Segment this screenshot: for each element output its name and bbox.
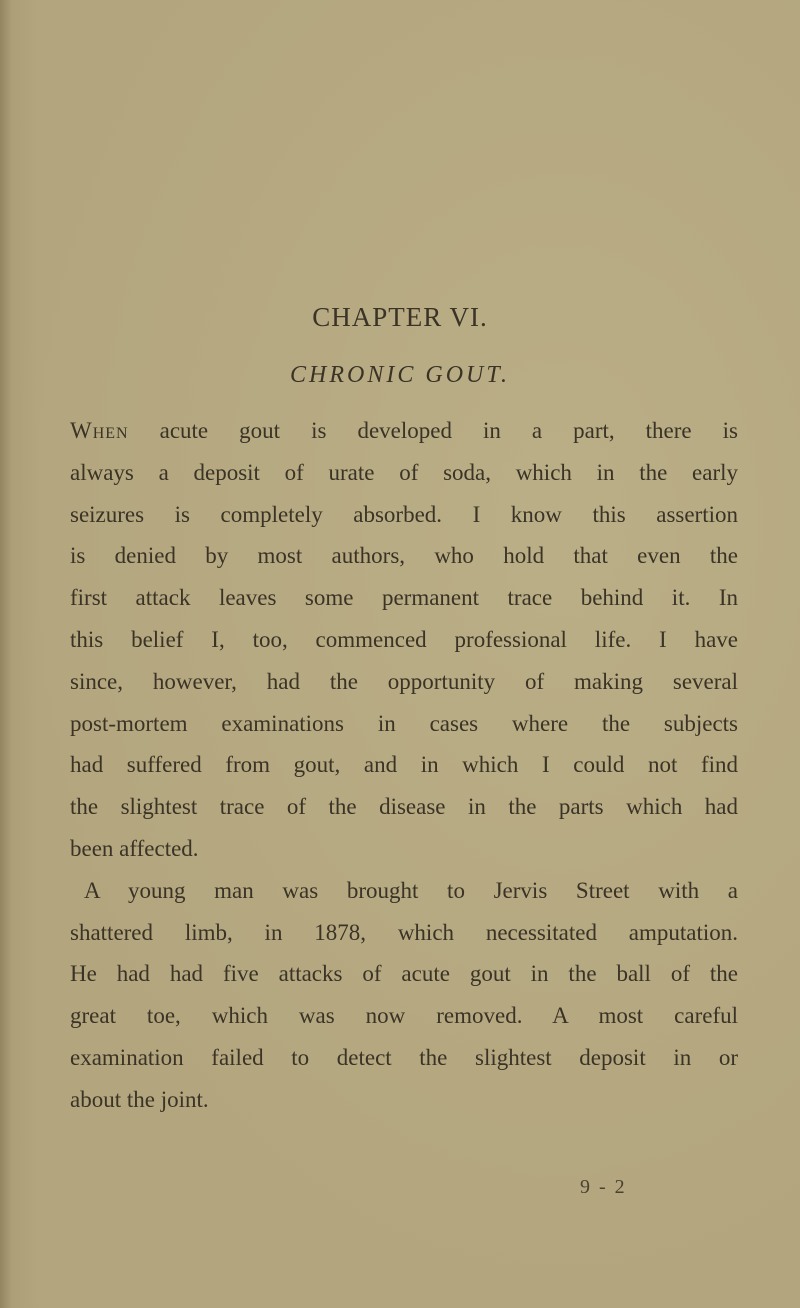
drop-word: When bbox=[70, 418, 129, 443]
text-line: had suffered from gout, and in which I could not find bbox=[70, 752, 738, 778]
body-text bbox=[70, 410, 738, 1121]
page-edge-shadow bbox=[0, 0, 12, 1308]
paragraph-1 bbox=[70, 410, 738, 870]
text-line: this belief I, too, commenced professional life. I have bbox=[70, 626, 738, 652]
text-line: about the joint. bbox=[70, 1086, 209, 1112]
text-line: always a deposit of urate of soda, which in the early bbox=[70, 459, 738, 485]
text-line: been affected. bbox=[70, 835, 199, 861]
text-line: seizures is completely absorbed. I know this assertion bbox=[70, 501, 738, 527]
text-line: the slightest trace of the disease in the parts which had bbox=[70, 794, 738, 820]
chapter-title: CHRONIC GOUT. bbox=[290, 362, 510, 388]
text-line: He had had five attacks of acute gout in the ball of the bbox=[70, 961, 738, 987]
text-line: first attack leaves some permanent trace behind it. In bbox=[70, 585, 738, 611]
chapter-heading: CHAPTER VI. bbox=[312, 302, 488, 332]
text-line: since, however, had the opportunity of making several bbox=[70, 668, 738, 694]
text-line: is denied by most authors, who hold that even the bbox=[70, 543, 738, 569]
text-line: examination failed to detect the slightest deposit in or bbox=[70, 1044, 738, 1070]
text-line: great toe, which was now removed. A most careful bbox=[70, 1003, 738, 1029]
paragraph-2 bbox=[70, 870, 738, 1121]
text-line: A young man was brought to Jervis Street with a bbox=[84, 877, 738, 903]
text-line: post-mortem examinations in cases where the subjects bbox=[70, 710, 738, 736]
text-line-content: acute gout is developed in a part, there is bbox=[128, 418, 738, 443]
text-line: shattered limb, in 1878, which necessitated amputation. bbox=[70, 919, 738, 945]
signature-mark: 9 - 2 bbox=[580, 1176, 627, 1198]
text-line bbox=[70, 410, 738, 452]
